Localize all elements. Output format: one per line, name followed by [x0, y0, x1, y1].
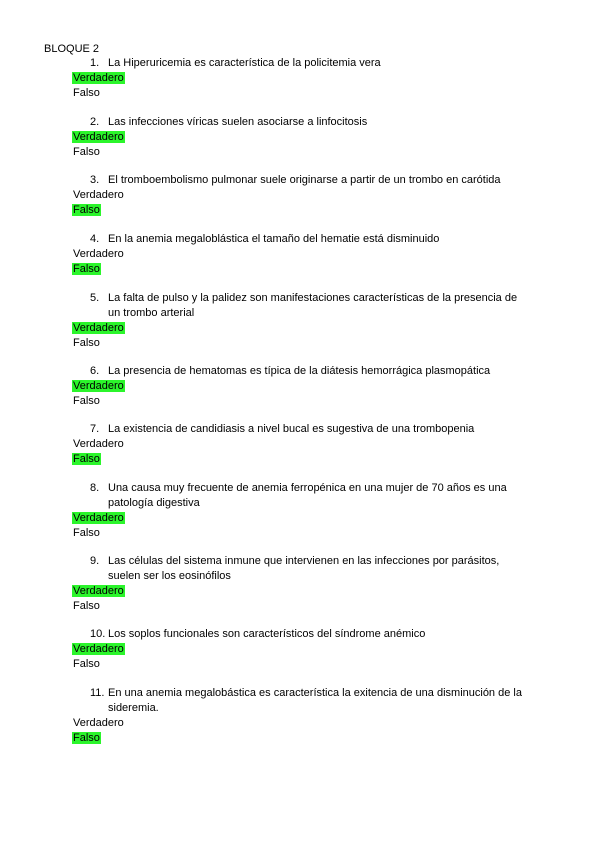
- question-2: [0, 115, 600, 160]
- question-text: En una anemia megalobástica es característica la exitencia de una disminución de la sideremia.: [108, 687, 522, 714]
- answer-false-label: Falso: [73, 395, 100, 407]
- question-4: [0, 232, 600, 277]
- question-text: La Hiperuricemia es característica de la policitemia vera: [108, 57, 381, 69]
- block-heading: BLOQUE 2: [44, 43, 100, 55]
- question-5: [0, 291, 600, 351]
- question-11: [0, 686, 600, 746]
- question-line: [0, 232, 600, 247]
- question-line: [0, 364, 600, 379]
- answer-true-label: Verdadero: [73, 585, 124, 597]
- answer-false-label: Falso: [73, 263, 100, 275]
- answer-true: [72, 321, 600, 336]
- answer-false: [72, 262, 600, 277]
- question-text: La falta de pulso y la palidez son manifestaciones características de la presencia de un trombo arterial: [108, 292, 518, 319]
- question-line: [0, 554, 600, 584]
- question-line: [0, 686, 600, 716]
- question-number: 3.: [90, 174, 100, 186]
- answer-false: [72, 336, 600, 351]
- question-number: 8.: [90, 482, 100, 494]
- answer-false: [72, 599, 600, 614]
- answer-true-label: Verdadero: [73, 512, 124, 524]
- question-10: [0, 627, 600, 672]
- answer-false: [72, 731, 600, 746]
- answer-true: [72, 716, 600, 731]
- answer-false: [72, 145, 600, 160]
- answer-false-label: Falso: [73, 732, 100, 744]
- question-text: El tromboembolismo pulmonar suele originarse a partir de un trombo en carótida: [108, 174, 501, 186]
- answer-true-label: Verdadero: [73, 717, 124, 729]
- answer-false-label: Falso: [73, 337, 100, 349]
- answer-false: [72, 394, 600, 409]
- answer-false-label: Falso: [73, 658, 100, 670]
- question-line: [0, 56, 600, 71]
- answer-false: [72, 657, 600, 672]
- question-text: Una causa muy frecuente de anemia ferropénica en una mujer de 70 años es una patología digestiva: [108, 482, 507, 509]
- answer-true-label: Verdadero: [73, 643, 124, 655]
- answer-true: [72, 642, 600, 657]
- answer-false: [72, 526, 600, 541]
- answer-true-label: Verdadero: [73, 72, 124, 84]
- answer-true-label: Verdadero: [73, 322, 124, 334]
- question-9: [0, 554, 600, 614]
- answer-false: [72, 86, 600, 101]
- question-line: [0, 627, 600, 642]
- answer-true: [72, 511, 600, 526]
- question-number: 6.: [90, 365, 100, 377]
- question-8: [0, 481, 600, 541]
- question-number: 10.: [90, 628, 106, 640]
- question-text: Las células del sistema inmune que intervienen en las infecciones por parásitos, suelen ser los eosinófilos: [108, 555, 500, 582]
- question-text: Los soplos funcionales son característicos del síndrome anémico: [108, 628, 426, 640]
- answer-true-label: Verdadero: [73, 189, 124, 201]
- question-1: [0, 56, 600, 101]
- answer-false-label: Falso: [73, 87, 100, 99]
- question-line: [0, 173, 600, 188]
- answer-true-label: Verdadero: [73, 438, 124, 450]
- answer-false-label: Falso: [73, 527, 100, 539]
- question-3: [0, 173, 600, 218]
- answer-false-label: Falso: [73, 453, 100, 465]
- answer-true-label: Verdadero: [73, 380, 124, 392]
- question-7: [0, 422, 600, 467]
- question-number: 7.: [90, 423, 100, 435]
- answer-true: [72, 584, 600, 599]
- answer-false: [72, 452, 600, 467]
- answer-false-label: Falso: [73, 146, 100, 158]
- question-number: 4.: [90, 233, 100, 245]
- question-line: [0, 115, 600, 130]
- answer-false-label: Falso: [73, 204, 100, 216]
- question-line: [0, 422, 600, 437]
- answer-true-label: Verdadero: [73, 248, 124, 260]
- question-text: La presencia de hematomas es típica de la diátesis hemorrágica plasmopática: [108, 365, 491, 377]
- answer-true-label: Verdadero: [73, 131, 124, 143]
- question-number: 2.: [90, 116, 100, 128]
- answer-true: [72, 379, 600, 394]
- question-line: [0, 291, 600, 321]
- question-number: 11.: [90, 687, 105, 699]
- answer-true: [72, 188, 600, 203]
- question-line: [0, 481, 600, 511]
- answer-true: [72, 247, 600, 262]
- question-6: [0, 364, 600, 409]
- answer-true: [72, 130, 600, 145]
- question-text: En la anemia megaloblástica el tamaño del hematie está disminuido: [108, 233, 440, 245]
- question-number: 1.: [90, 57, 100, 69]
- question-number: 9.: [90, 555, 100, 567]
- answer-false: [72, 203, 600, 218]
- answer-false-label: Falso: [73, 600, 100, 612]
- question-text: La existencia de candidiasis a nivel bucal es sugestiva de una trombopenia: [108, 423, 475, 435]
- question-text: Las infecciones víricas suelen asociarse a linfocitosis: [108, 116, 368, 128]
- answer-true: [72, 71, 600, 86]
- question-number: 5.: [90, 292, 100, 304]
- answer-true: [72, 437, 600, 452]
